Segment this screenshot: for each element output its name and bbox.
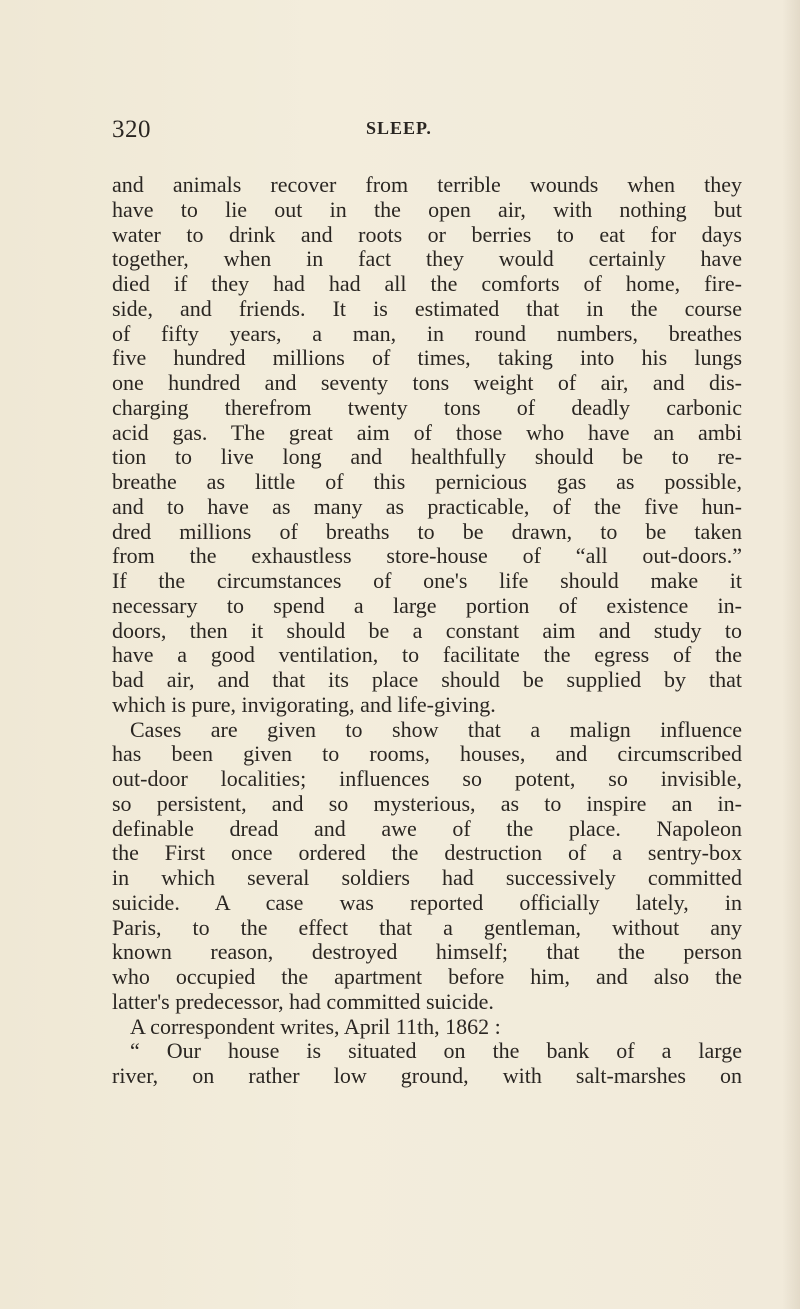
text-line: has been given to rooms, houses, and circumscribed xyxy=(112,741,742,767)
text-line: bad air, and that its place should be supplied by that xyxy=(112,667,742,692)
paragraph-end-line: which is pure, invigorating, and life-giving. xyxy=(112,691,496,717)
text-line: and animals recover from terrible wounds when they xyxy=(112,172,742,197)
paragraph-end-line: latter's predecessor, had committed suicide. xyxy=(112,988,494,1014)
running-head: SLEEP. xyxy=(366,118,432,138)
text-line: so persistent, and so mysterious, as to inspire an in- xyxy=(112,790,742,816)
page-header xyxy=(112,116,742,146)
text-line: breathe as little of this pernicious gas as possible, xyxy=(112,469,742,494)
text-line: If the circumstances of one's life should make it xyxy=(112,568,742,593)
text-line: in which several soldiers had successively committed xyxy=(112,865,742,890)
page-number: 320 xyxy=(112,116,151,143)
text-line: water to drink and roots or berries to eat for days xyxy=(112,221,742,247)
text-line: side, and friends. It is estimated that in the course xyxy=(112,295,742,321)
text-line: suicide. A case was reported officially lately, in xyxy=(112,889,742,915)
text-line: river, on rather low ground, with salt-marshes on xyxy=(112,1063,742,1088)
body-text xyxy=(112,173,742,1089)
text-line: one hundred and seventy tons weight of air, and dis- xyxy=(112,370,742,395)
paragraph-start-line: Cases are given to show that a malign influence xyxy=(130,716,742,742)
page-edge-shadow xyxy=(782,0,800,1309)
text-line: five hundred millions of times, taking into his lungs xyxy=(112,345,742,371)
text-line: have to lie out in the open air, with nothing but xyxy=(112,196,742,222)
text-line: together, when in fact they would certainly have xyxy=(112,246,742,272)
text-line: dred millions of breaths to be drawn, to be taken xyxy=(112,518,742,544)
text-line: definable dread and awe of the place. Napoleon xyxy=(112,815,742,841)
text-line: and to have as many as practicable, of the five hun- xyxy=(112,493,742,519)
text-line: out-door localities; influences so potent, so invisible, xyxy=(112,766,742,791)
text-line: necessary to spend a large portion of existence in- xyxy=(112,592,742,618)
text-line: Paris, to the effect that a gentleman, without any xyxy=(112,914,742,940)
text-line: tion to live long and healthfully should be to re- xyxy=(112,444,742,470)
text-line: have a good ventilation, to facilitate the egress of the xyxy=(112,642,742,668)
text-line: died if they had had all the comforts of home, fire- xyxy=(112,271,742,296)
text-line: of fifty years, a man, in round numbers, breathes xyxy=(112,320,742,346)
text-line: who occupied the apartment before him, and also the xyxy=(112,964,742,989)
text-line: doors, then it should be a constant aim and study to xyxy=(112,617,742,643)
text-line: charging therefrom twenty tons of deadly carbonic xyxy=(112,394,742,420)
text-line: known reason, destroyed himself; that the person xyxy=(112,939,742,965)
paragraph-start-line: “ Our house is situated on the bank of a large xyxy=(130,1038,742,1064)
text-line: from the exhaustless store-house of “all out-doors.” xyxy=(112,543,742,569)
paragraph-start-line: A correspondent writes, April 11th, 1862 : xyxy=(130,1013,501,1039)
text-line: acid gas. The great aim of those who have an ambi xyxy=(112,419,742,445)
text-line: the First once ordered the destruction of a sentry-box xyxy=(112,840,742,866)
